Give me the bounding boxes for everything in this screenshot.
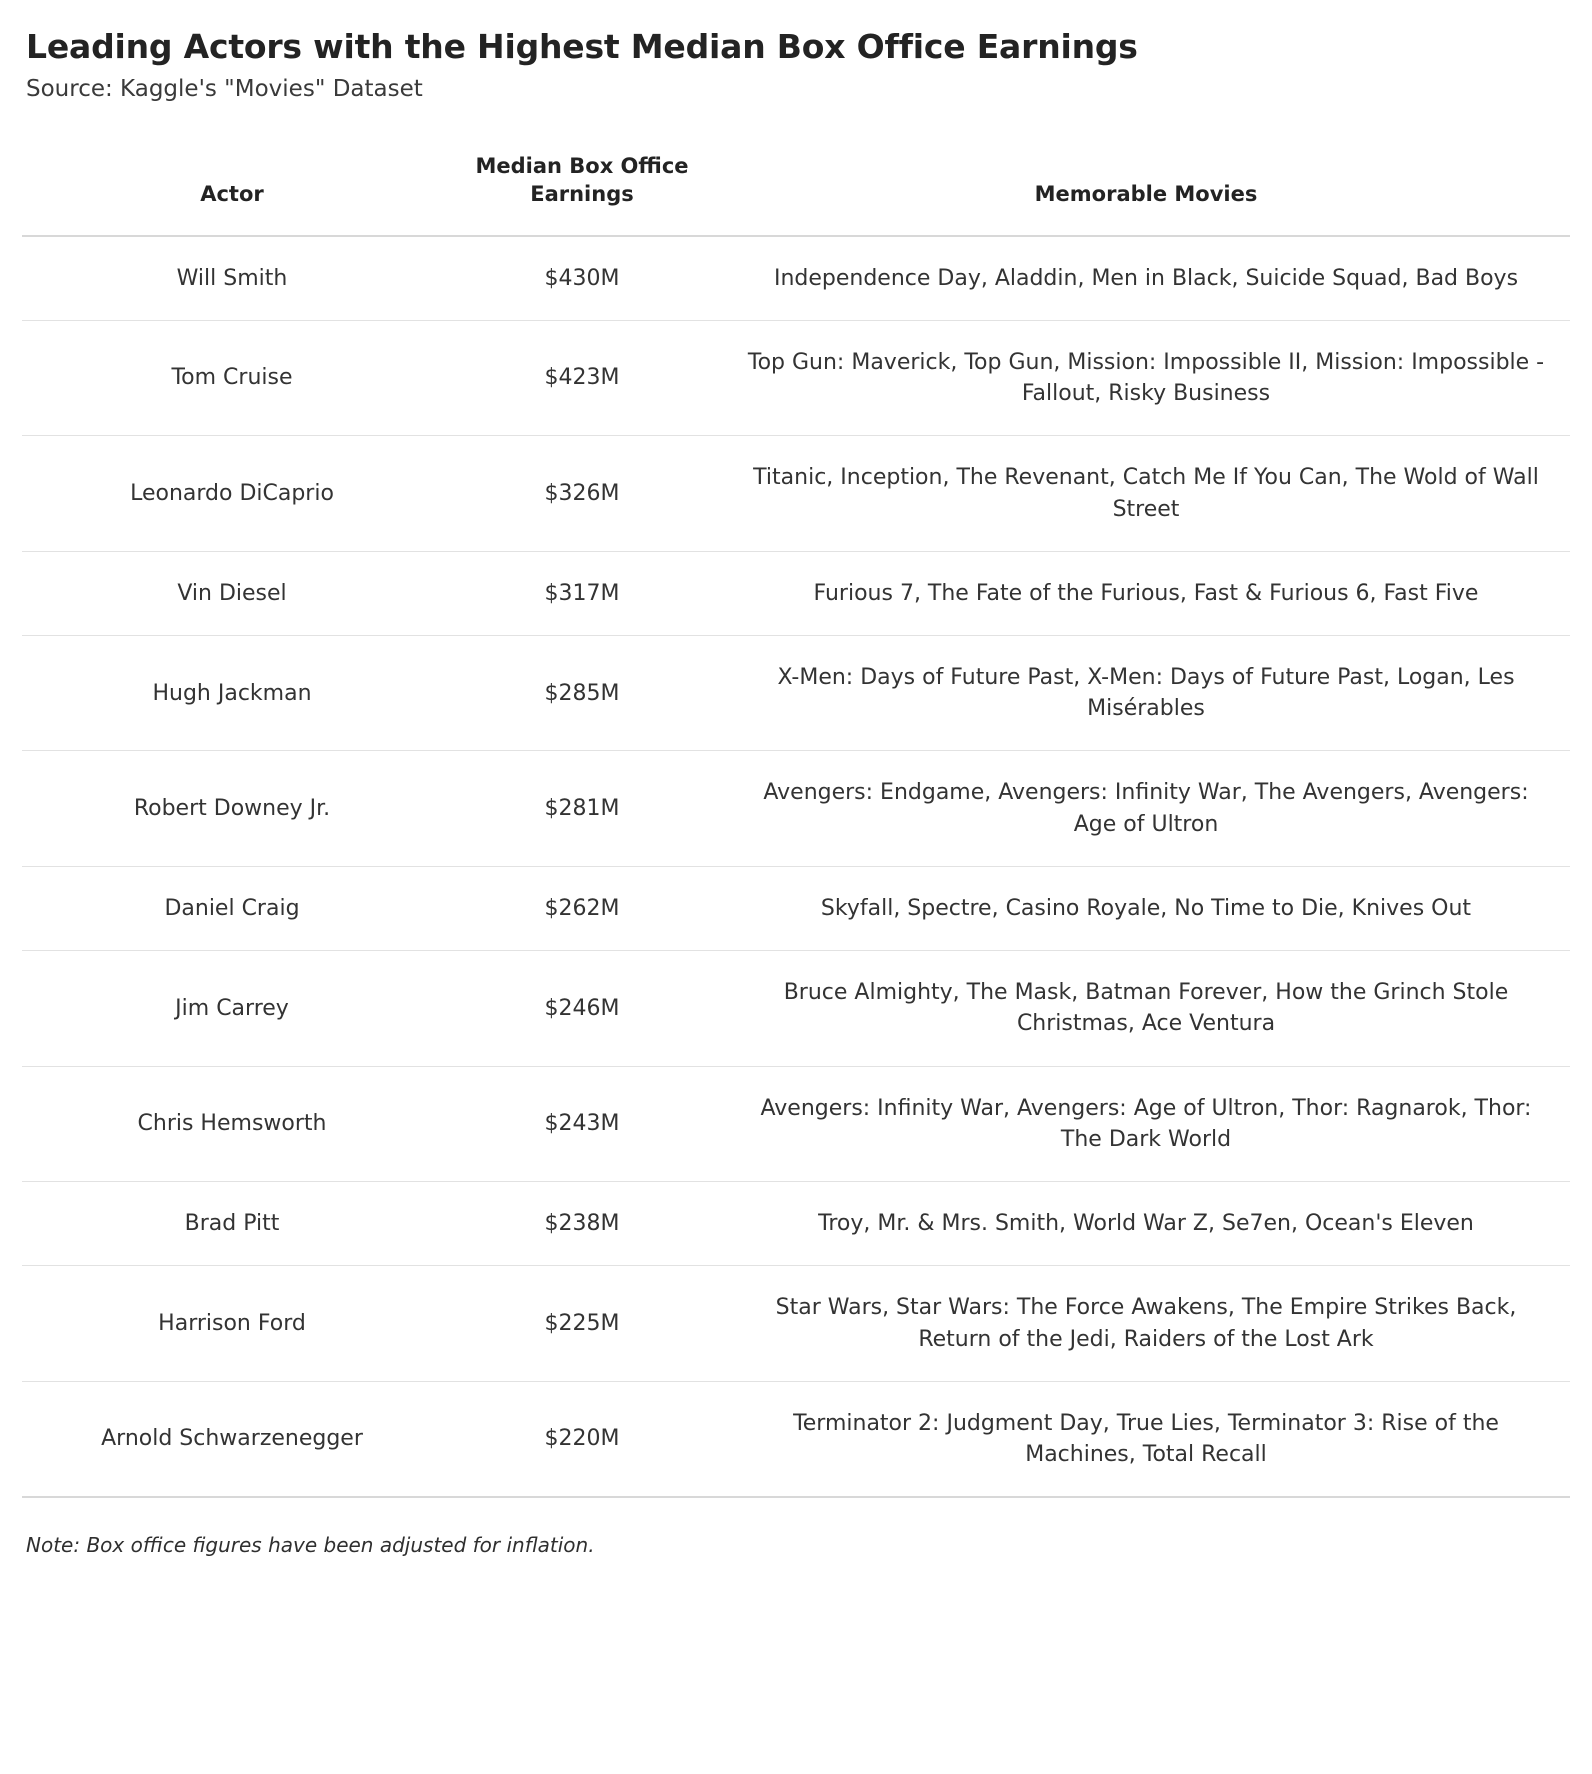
cell-earnings: $317M: [442, 551, 722, 635]
cell-earnings: $225M: [442, 1266, 722, 1381]
cell-earnings: $220M: [442, 1381, 722, 1497]
table-body: [22, 236, 1570, 1498]
footnote: Note: Box office figures have been adjusted for inflation.: [26, 1533, 595, 1558]
cell-movies: Terminator 2: Judgment Day, True Lies, Terminator 3: Rise of the Machines, Total Recall: [722, 1381, 1570, 1497]
cell-earnings: $281M: [442, 751, 722, 866]
cell-movies: Furious 7, The Fate of the Furious, Fast & Furious 6, Fast Five: [722, 551, 1570, 635]
table-row: [22, 1266, 1570, 1381]
cell-earnings: $243M: [442, 1066, 722, 1181]
table-row: [22, 236, 1570, 321]
cell-actor: Harrison Ford: [22, 1266, 442, 1381]
cell-actor: Leonardo DiCaprio: [22, 436, 442, 551]
cell-movies: X-Men: Days of Future Past, X-Men: Days of Future Past, Logan, Les Misérables: [722, 635, 1570, 750]
column-header-earnings: Median Box Office Earnings: [475, 154, 689, 206]
table-row: [22, 1182, 1570, 1266]
cell-actor: Daniel Craig: [22, 866, 442, 950]
table-row: [22, 751, 1570, 866]
cell-movies: Star Wars, Star Wars: The Force Awakens, The Empire Strikes Back, Return of the Jedi, Raiders of the Lost Ark: [722, 1266, 1570, 1381]
table-header: [22, 143, 1570, 235]
cell-actor: Chris Hemsworth: [22, 1066, 442, 1181]
column-header-actor: Actor: [200, 181, 264, 206]
cell-movies: Titanic, Inception, The Revenant, Catch Me If You Can, The Wold of Wall Street: [722, 436, 1570, 551]
table-row: [22, 951, 1570, 1066]
cell-earnings: $238M: [442, 1182, 722, 1266]
cell-movies: Independence Day, Aladdin, Men in Black, Suicide Squad, Bad Boys: [722, 236, 1570, 321]
cell-actor: Will Smith: [22, 236, 442, 321]
cell-earnings: $262M: [442, 866, 722, 950]
cell-actor: Jim Carrey: [22, 951, 442, 1066]
table-row: [22, 866, 1570, 950]
table-row: [22, 1066, 1570, 1181]
cell-actor: Arnold Schwarzenegger: [22, 1381, 442, 1497]
cell-earnings: $285M: [442, 635, 722, 750]
table-row: [22, 551, 1570, 635]
table-row: [22, 320, 1570, 435]
cell-actor: Vin Diesel: [22, 551, 442, 635]
cell-movies: Avengers: Endgame, Avengers: Infinity War, The Avengers, Avengers: Age of Ultron: [722, 751, 1570, 866]
cell-movies: Troy, Mr. & Mrs. Smith, World War Z, Se7en, Ocean's Eleven: [722, 1182, 1570, 1266]
column-header-movies: Memorable Movies: [1034, 181, 1258, 206]
cell-earnings: $423M: [442, 320, 722, 435]
cell-actor: Tom Cruise: [22, 320, 442, 435]
cell-actor: Hugh Jackman: [22, 635, 442, 750]
cell-earnings: $326M: [442, 436, 722, 551]
table-row: [22, 436, 1570, 551]
cell-movies: Bruce Almighty, The Mask, Batman Forever, How the Grinch Stole Christmas, Ace Ventura: [722, 951, 1570, 1066]
cell-earnings: $430M: [442, 236, 722, 321]
page-subtitle: Source: Kaggle's "Movies" Dataset: [26, 76, 423, 103]
cell-movies: Skyfall, Spectre, Casino Royale, No Time to Die, Knives Out: [722, 866, 1570, 950]
cell-earnings: $246M: [442, 951, 722, 1066]
table-row: [22, 635, 1570, 750]
cell-actor: Robert Downey Jr.: [22, 751, 442, 866]
cell-movies: Top Gun: Maverick, Top Gun, Mission: Impossible II, Mission: Impossible - Fallout, Risky Business: [722, 320, 1570, 435]
cell-movies: Avengers: Infinity War, Avengers: Age of Ultron, Thor: Ragnarok, Thor: The Dark World: [722, 1066, 1570, 1181]
table-header-row: [22, 143, 1570, 235]
cell-actor: Brad Pitt: [22, 1182, 442, 1266]
actors-earnings-table: [22, 143, 1570, 1498]
page-title: Leading Actors with the Highest Median Box Office Earnings: [26, 27, 1138, 66]
table-row: [22, 1381, 1570, 1497]
